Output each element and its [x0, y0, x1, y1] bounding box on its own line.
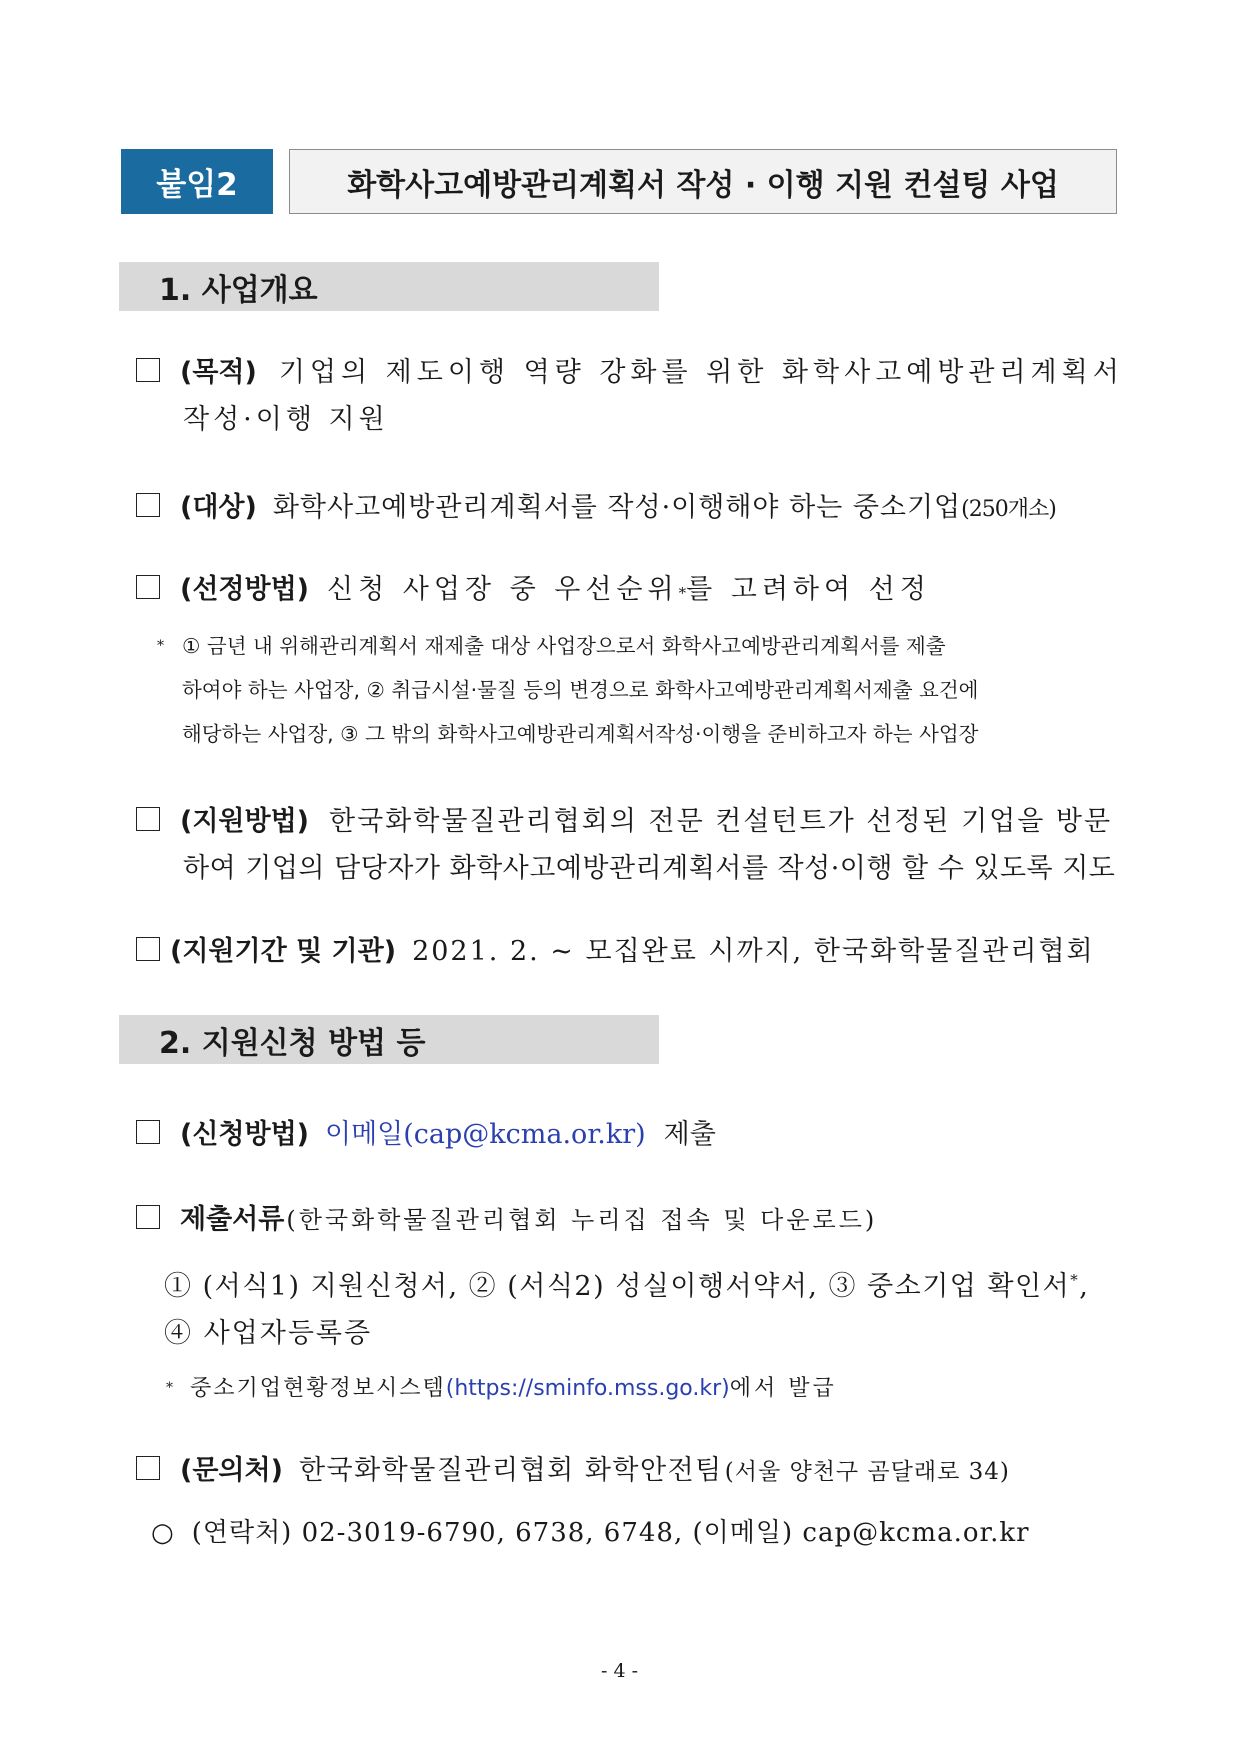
selection-note-line	[182, 629, 1112, 659]
purpose-label: (목적)	[180, 357, 257, 388]
method-text-continued: 하여 기업의 담당자가 화학사고예방관리계획서를 작성·이행 할 수 있도록 지도	[183, 853, 1116, 884]
document-title: 화학사고예방관리계획서 작성 · 이행 지원 컨설팅 사업	[289, 149, 1117, 214]
checkbox-icon	[136, 358, 160, 382]
selection-item: (선정방법) 신청 사업장 중 우선순위 * 를 고려하여 선정	[136, 567, 931, 606]
apply-email[interactable]: 이메일(cap@kcma.or.kr)	[325, 1119, 646, 1150]
purpose-text: 기업의 제도이행 역량 강화를 위한 화학사고예방관리계획서	[278, 357, 1124, 388]
section-heading-overview	[119, 262, 659, 311]
section-heading-text: 2. 지원신청 방법 등	[159, 1025, 426, 1061]
bullet-icon: ○	[151, 1518, 174, 1548]
selection-text: 신청 사업장 중 우선순위	[327, 574, 679, 605]
period-text: 2021. 2. ~ 모집완료 시까지, 한국화학물질관리협회	[412, 936, 1095, 967]
purpose-text-continued: 작성·이행 지원	[183, 404, 389, 435]
checkbox-icon	[136, 937, 160, 961]
period-label: (지원기간 및 기관)	[170, 936, 397, 967]
method-text: 한국화학물질관리협회의 전문 컨설턴트가 선정된 기업을 방문	[329, 806, 1113, 837]
apply-label: (신청방법)	[180, 1119, 310, 1150]
documents-item	[136, 1197, 877, 1236]
footnote-star: *	[166, 1380, 173, 1396]
target-item	[136, 485, 1056, 524]
apply-text: 제출	[663, 1119, 716, 1150]
section-heading-text: 1. 사업개요	[159, 272, 318, 308]
documents-list-line: ④ 사업자등록증	[164, 1318, 373, 1349]
documents-list-comma: ,	[1079, 1271, 1090, 1302]
contact-item	[136, 1448, 1010, 1487]
footnote-star: *	[157, 638, 164, 654]
selection-text-end: 를 고려하여 선정	[686, 574, 931, 605]
purpose-item	[136, 350, 1124, 389]
period-item	[136, 929, 1095, 968]
checkbox-icon	[136, 493, 160, 517]
contact-label: (문의처)	[180, 1455, 283, 1486]
documents-note-text-end: 에서 발급	[729, 1376, 837, 1401]
documents-label: 제출서류	[180, 1204, 285, 1235]
selection-label: (선정방법)	[180, 574, 310, 605]
checkbox-icon	[136, 807, 160, 831]
selection-note-line: 하여야 하는 사업장, ② 취급시설·물질 등의 변경으로 화학사고예방관리계획서제출 요건에	[182, 678, 979, 702]
method-label: (지원방법)	[180, 806, 310, 837]
contact-detail-text: (연락처) 02-3019-6790, 6738, 6748, (이메일) cap@kcma.or.kr	[191, 1518, 1030, 1548]
checkbox-icon	[136, 1120, 160, 1144]
checkbox-icon	[136, 1205, 160, 1229]
documents-list-line	[164, 1264, 1089, 1303]
apply-item	[136, 1112, 716, 1151]
section-heading-application	[119, 1015, 659, 1064]
documents-note	[190, 1371, 837, 1402]
checkbox-icon	[136, 575, 160, 599]
target-count: (250개소)	[961, 497, 1056, 522]
method-item	[136, 799, 1112, 838]
page-number: - 4 -	[600, 1660, 638, 1682]
checkbox-icon	[136, 1456, 160, 1480]
selection-note-line: 해당하는 사업장, ③ 그 밖의 화학사고예방관리계획서작성·이행을 준비하고자 하는 사업장	[182, 722, 979, 746]
target-label: (대상)	[180, 492, 257, 523]
documents-note-text: 중소기업현황정보시스템	[190, 1376, 446, 1401]
attachment-tag: 붙임2	[121, 149, 273, 214]
contact-detail	[151, 1512, 1030, 1549]
contact-text: 한국화학물질관리협회 화학안전팀	[298, 1455, 723, 1486]
documents-list-text: ① (서식1) 지원신청서, ② (서식2) 성실이행서약서, ③ 중소기업 확인서	[164, 1271, 1071, 1302]
note-text: ① 금년 내 위해관리계획서 재제출 대상 사업장으로서 화학사고예방관리계획서를 제출	[182, 634, 946, 658]
documents-footnote-mark: *	[1070, 1271, 1080, 1289]
contact-address: (서울 양천구 곰달래로 34)	[724, 1459, 1010, 1485]
documents-text: (한국화학물질관리협회 누리집 접속 및 다운로드)	[286, 1206, 878, 1234]
target-text: 화학사고예방관리계획서를 작성·이행해야 하는 중소기업	[272, 492, 962, 523]
sminfo-link[interactable]: (https://sminfo.mss.go.kr)	[445, 1376, 730, 1401]
